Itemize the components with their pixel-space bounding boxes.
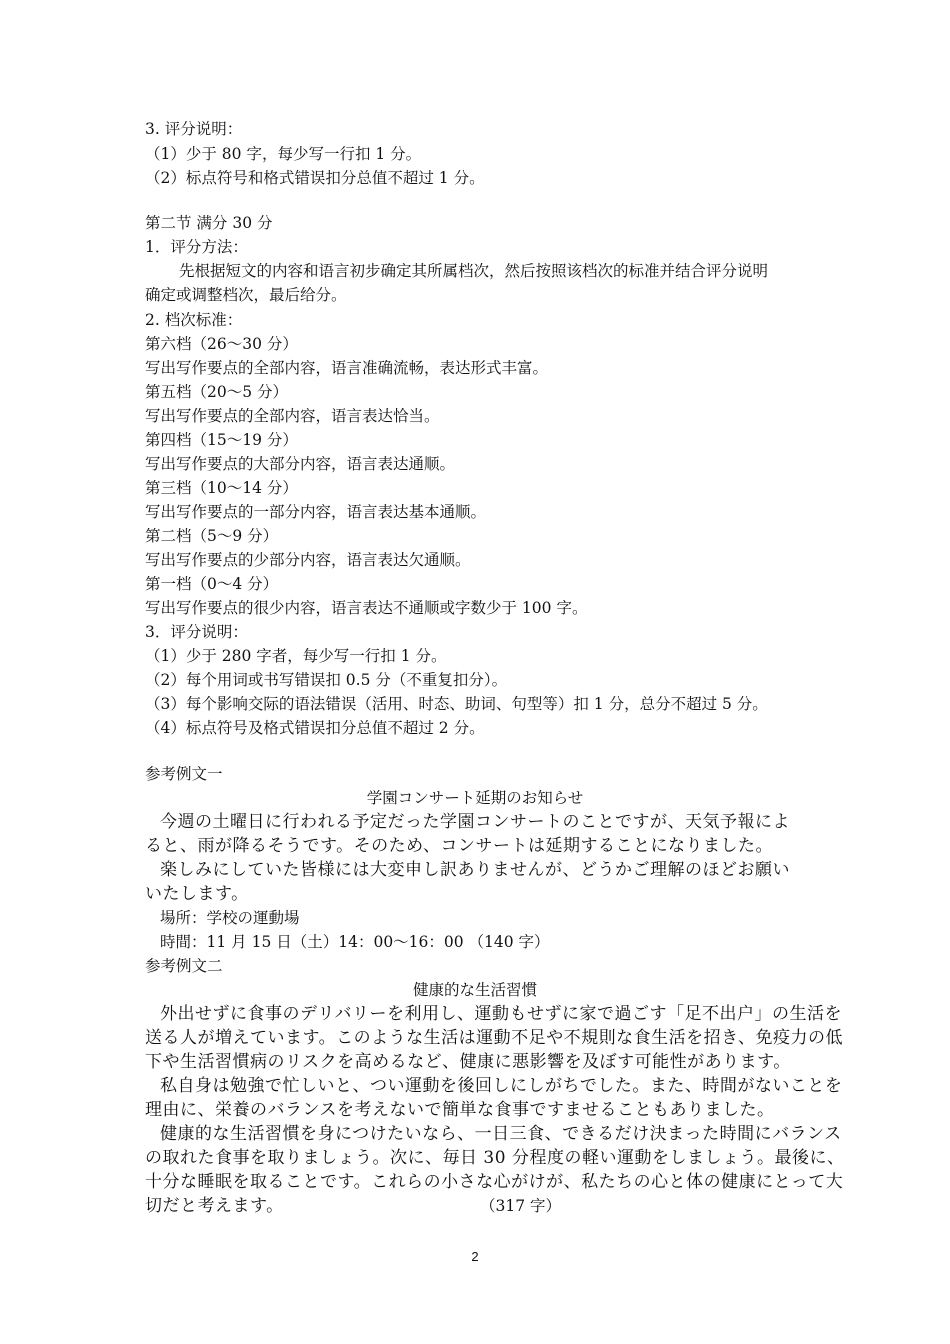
- example2-line: 十分な睡眠を取ることです。これらの小さな心がけが、私たちの心と体の健康にとって大: [145, 1172, 844, 1192]
- grade-level: 第四档（15～19 分）: [145, 431, 298, 449]
- example2-line: 外出せずに食事のデリバリーを利用し、運動もせずに家で過ごす「足不出户」の生活を: [160, 1004, 842, 1024]
- scoring-note: （1）少于 280 字者，每少写一行扣 1 分。: [145, 647, 447, 665]
- section1-note-2: （2）标点符号和格式错误扣分总值不超过 1 分。: [145, 169, 485, 187]
- grade-level: 第三档（10～14 分）: [145, 479, 298, 497]
- grade-desc: 写出写作要点的一部分内容，语言表达基本通顺。: [145, 503, 487, 521]
- section1-notes-heading: 3. 评分说明：: [145, 120, 243, 138]
- scoring-note: （3）每个影响交际的语法错误（活用、时态、助词、句型等）扣 1 分，总分不超过 5 分。: [145, 695, 768, 713]
- grade-level: 第五档（20～5 分）: [145, 383, 289, 401]
- scoring-note: （4）标点符号及格式错误扣分总值不超过 2 分。: [145, 719, 485, 737]
- example2-line: 下や生活習慣病のリスクを高めるなど、健康に悪影響を及ぼす可能性があります。: [145, 1052, 791, 1072]
- example1-time: 時間：11 月 15 日（土）14：00～16：00 （140 字）: [160, 933, 550, 951]
- example2-line: 理由に、栄養のバランスを考えないで簡単な食事ですませることもありました。: [145, 1100, 775, 1120]
- example1-label: 参考例文一: [145, 765, 223, 783]
- grade-desc: 写出写作要点的全部内容，语言表达恰当。: [145, 407, 440, 425]
- grade-desc: 写出写作要点的全部内容，语言准确流畅，表达形式丰富。: [145, 359, 549, 377]
- grade-level: 第六档（26～30 分）: [145, 335, 298, 353]
- example1-title: 学園コンサート延期のお知らせ: [366, 789, 584, 807]
- example2-line: 健康的な生活習慣を身につけたいなら、一日三食、できるだけ決まった時間にバランス: [160, 1124, 842, 1144]
- example2-label: 参考例文二: [145, 957, 223, 975]
- example1-line: 今週の土曜日に行われる予定だった学園コンサートのことですが、天気予報によ: [160, 812, 790, 832]
- example1-line: 楽しみにしていた皆様には大変申し訳ありませんが、どうかご理解のほどお願い: [160, 860, 790, 880]
- scoring-note: （2）每个用词或书写错误扣 0.5 分（不重复扣分）。: [145, 671, 508, 689]
- grade-desc: 写出写作要点的大部分内容，语言表达通顺。: [145, 455, 456, 473]
- example2-title: 健康的な生活習慣: [412, 981, 537, 999]
- grade-level: 第二档（5～9 分）: [145, 527, 279, 545]
- example2-line: の取れた食事を取りましょう。次に、毎日 30 分程度の軽い運動をしましょう。最後に、: [145, 1148, 845, 1168]
- section2-title: 第二节 满分 30 分: [145, 214, 273, 232]
- method-text-1: 先根据短文的内容和语言初步确定其所属档次，然后按照该档次的标准并结合评分说明: [179, 262, 769, 280]
- grade-level: 第一档（0～4 分）: [145, 575, 279, 593]
- example1-line: いたします。: [145, 884, 249, 904]
- example2-line: 私自身は勉強で忙しいと、つい運動を後回しにしがちでした。また、時間がないことを: [160, 1076, 843, 1096]
- page-number: 2: [471, 1249, 479, 1264]
- section1-note-1: （1）少于 80 字，每少写一行扣 1 分。: [145, 145, 422, 163]
- example2-line: 切だと考えます。: [145, 1196, 284, 1216]
- example1-location: 場所：学校の運動場: [160, 909, 300, 927]
- grades-heading: 2. 档次标准：: [145, 311, 243, 329]
- example1-line: ると、雨が降るそうです。そのため、コンサートは延期することになりました。: [145, 836, 773, 856]
- example2-char-count: （317 字）: [480, 1197, 562, 1215]
- grade-desc: 写出写作要点的很少内容，语言表达不通顺或字数少于 100 字。: [145, 599, 588, 617]
- method-text-2: 确定或调整档次，最后给分。: [145, 286, 347, 304]
- method-heading: 1．评分方法：: [145, 238, 248, 256]
- notes-heading: 3．评分说明：: [145, 623, 248, 641]
- grade-desc: 写出写作要点的少部分内容，语言表达欠通顺。: [145, 551, 471, 569]
- example2-line: 送る人が増えています。このような生活は運動不足や不規則な食生活を招き、免疫力の低: [145, 1028, 843, 1048]
